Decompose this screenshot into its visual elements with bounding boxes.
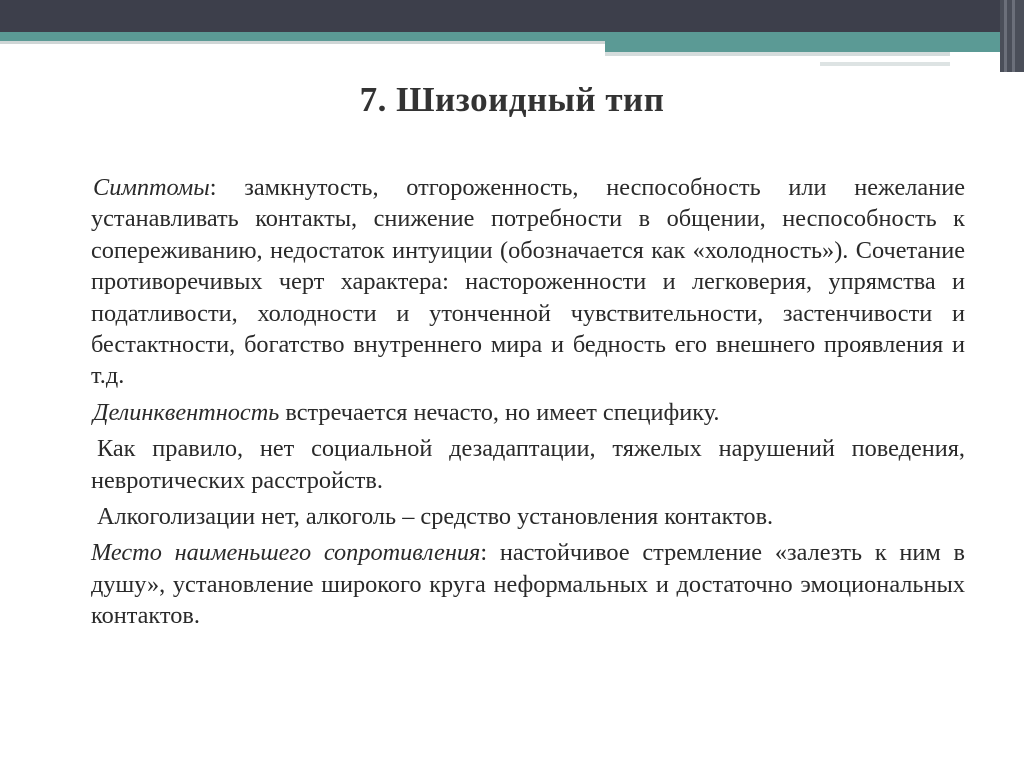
paragraph-least-resistance bbox=[91, 537, 965, 631]
header-band bbox=[0, 0, 1024, 32]
paragraph-lead: Делинквентность bbox=[93, 398, 280, 426]
slide-body bbox=[91, 172, 965, 637]
header-thin-line bbox=[0, 41, 605, 44]
paragraph-lead: Симптомы bbox=[93, 174, 210, 201]
paragraph-text: Алкоголизации нет, алкоголь – средство установления контактов. bbox=[97, 503, 774, 531]
header-accent-stripe bbox=[0, 32, 1000, 41]
header-edge-strip bbox=[1000, 0, 1024, 72]
header-thin-line bbox=[605, 52, 950, 56]
paragraph-text: встречается нечасто, но имеет специфику. bbox=[279, 398, 720, 426]
paragraph-text: : настойчивое стремление «залезть к ним в душу», установление широкого круга неформальных и достаточно эмоциональных контактов. bbox=[91, 539, 965, 630]
paragraph-alcohol bbox=[91, 501, 965, 532]
slide-title: 7. Шизоидный тип bbox=[359, 80, 665, 119]
header-thin-line bbox=[820, 62, 950, 66]
header-accent-step bbox=[605, 41, 1000, 52]
paragraph-text: Как правило, нет социальной дезадаптации, тяжелых нарушений поведения, невротических расстройств. bbox=[91, 435, 965, 494]
paragraph-symptoms bbox=[91, 172, 965, 392]
paragraph-adaptation bbox=[91, 433, 965, 496]
paragraph-lead: Место наименьшего сопротивления bbox=[91, 539, 481, 567]
paragraph-delinquency bbox=[91, 397, 965, 428]
paragraph-text: : замкнутость, отгороженность, неспособность или нежелание устанавливать контакты, снижение потребности в общении, неспособность к сопереживанию, недостаток интуиции (обозначается как «холодность»). Сочетание противоречивых черт характера: настороженности и легковерия, упрямства и податливости, холодности и утонченной чувствительности, застенчивости и бестактности, богатство внутреннего мира и бедность его внешнего проявления и т.д. bbox=[91, 174, 965, 390]
